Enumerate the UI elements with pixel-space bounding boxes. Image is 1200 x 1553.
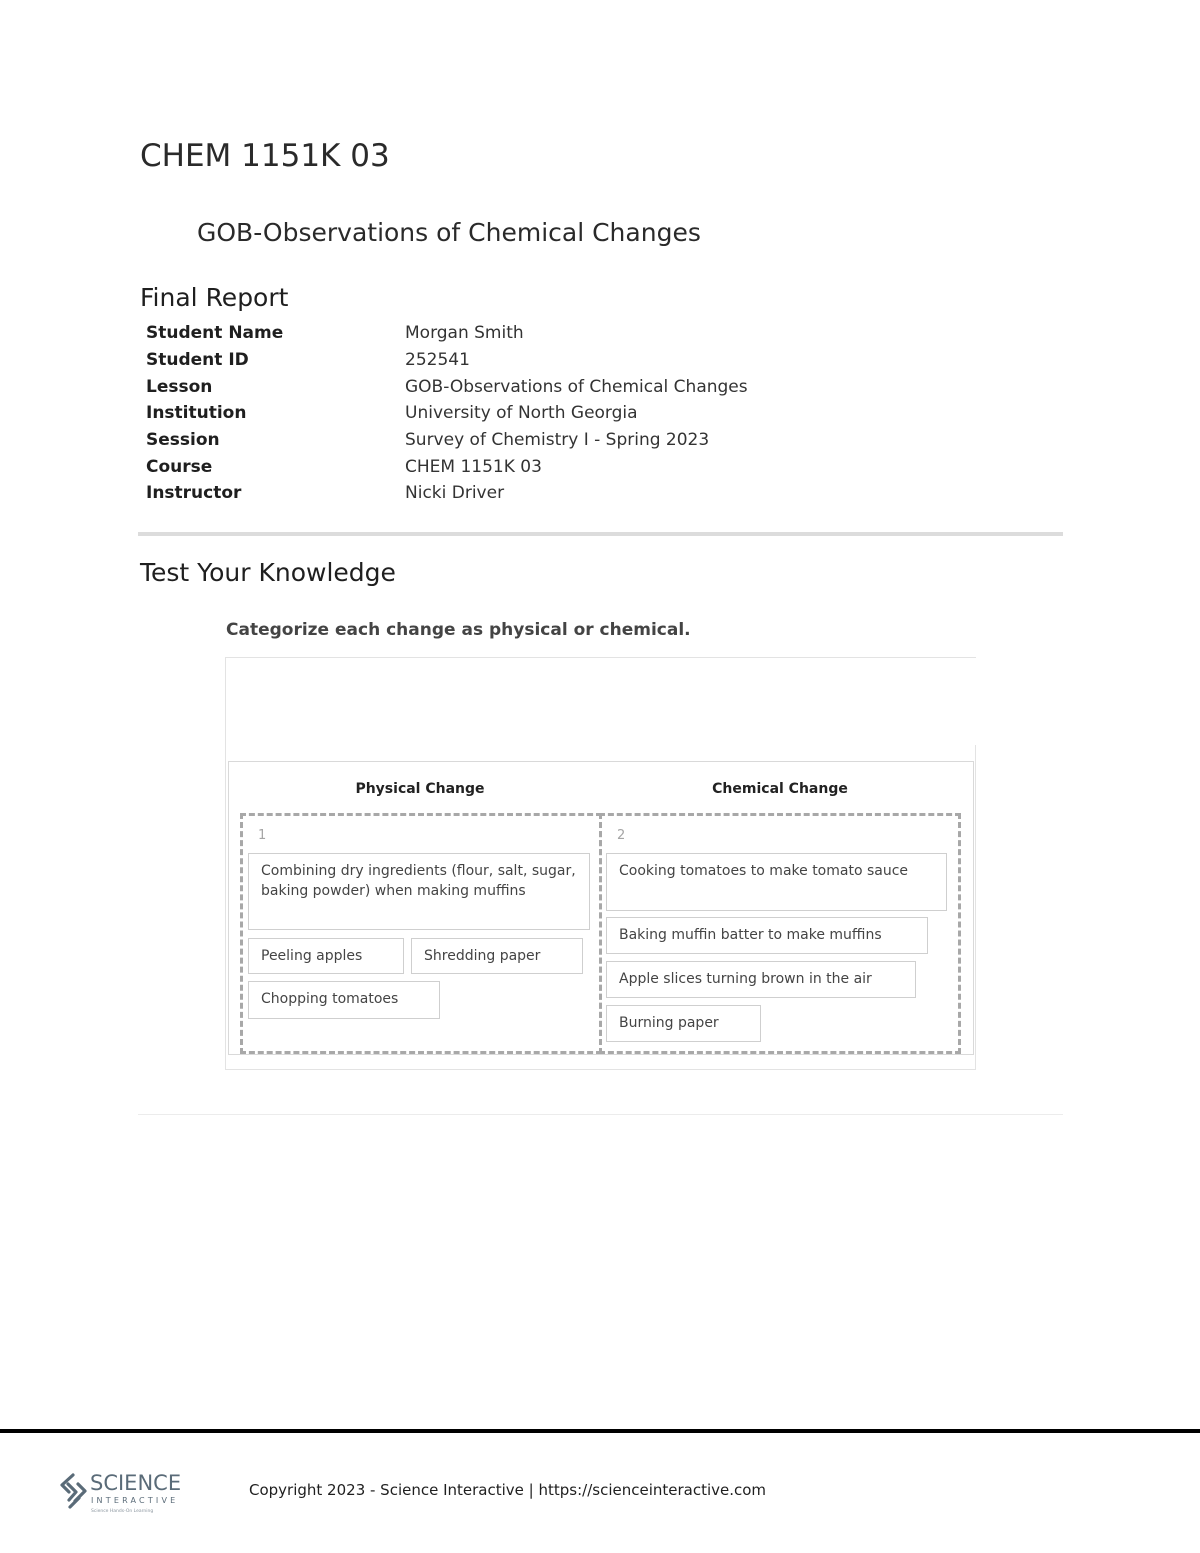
section-divider xyxy=(138,1114,1063,1115)
footer-rule xyxy=(0,1429,1200,1433)
question-frame-edge xyxy=(975,745,976,1070)
lesson-title: GOB-Observations of Chemical Changes xyxy=(197,218,701,247)
info-value: University of North Georgia xyxy=(405,403,638,424)
info-label: Course xyxy=(146,456,213,477)
info-row-instructor xyxy=(146,480,748,507)
draggable-item[interactable]: Apple slices turning brown in the air xyxy=(606,961,916,998)
logo-word: SCIENCE xyxy=(90,1471,182,1495)
info-row-lesson xyxy=(146,373,748,400)
info-label: Lesson xyxy=(146,376,213,397)
course-title: CHEM 1151K 03 xyxy=(140,138,390,174)
info-value: GOB-Observations of Chemical Changes xyxy=(405,376,748,397)
info-row-session xyxy=(146,427,748,454)
info-value: Survey of Chemistry I - Spring 2023 xyxy=(405,430,710,451)
info-value: Nicki Driver xyxy=(405,483,505,504)
draggable-item[interactable]: Cooking tomatoes to make tomato sauce xyxy=(606,853,947,911)
section-divider xyxy=(138,532,1063,536)
info-value: Morgan Smith xyxy=(405,323,524,344)
question-prompt: Categorize each change as physical or chemical. xyxy=(226,620,691,640)
science-interactive-logo xyxy=(57,1468,217,1516)
info-label: Student Name xyxy=(146,323,284,344)
info-label: Session xyxy=(146,430,220,451)
draggable-item[interactable]: Combining dry ingredients (flour, salt, sugar, baking powder) when making muffins xyxy=(248,853,590,930)
chemical-change-heading: Chemical Change xyxy=(712,781,848,797)
chain-link-icon xyxy=(62,1475,85,1507)
info-row-course xyxy=(146,453,748,480)
draggable-item[interactable]: Peeling apples xyxy=(248,938,404,974)
draggable-item[interactable]: Burning paper xyxy=(606,1005,761,1042)
physical-change-heading: Physical Change xyxy=(355,781,485,797)
info-value: 252541 xyxy=(405,350,470,371)
info-row-student-id xyxy=(146,347,748,374)
section-title: Test Your Knowledge xyxy=(140,558,396,587)
student-info-table xyxy=(146,320,748,507)
info-label: Institution xyxy=(146,403,247,424)
info-label: Instructor xyxy=(146,483,242,504)
zone-number: 1 xyxy=(258,828,267,843)
info-label: Student ID xyxy=(146,350,249,371)
zone-number: 2 xyxy=(617,828,626,843)
draggable-item[interactable]: Shredding paper xyxy=(411,938,583,974)
info-value: CHEM 1151K 03 xyxy=(405,456,542,477)
report-title: Final Report xyxy=(140,283,289,312)
footer-copyright: Copyright 2023 - Science Interactive | https://scienceinteractive.com xyxy=(249,1481,767,1499)
logo-sub: INTERACTIVE xyxy=(91,1496,179,1505)
info-row-student-name xyxy=(146,320,748,347)
info-row-institution xyxy=(146,400,748,427)
draggable-item[interactable]: Chopping tomatoes xyxy=(248,981,440,1019)
logo-tagline: Science Hands-On Learning xyxy=(91,1509,154,1514)
draggable-item[interactable]: Baking muffin batter to make muffins xyxy=(606,917,928,954)
